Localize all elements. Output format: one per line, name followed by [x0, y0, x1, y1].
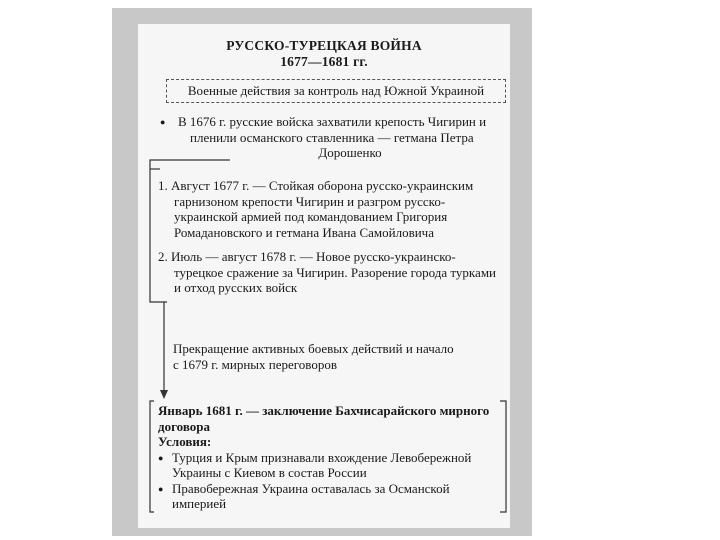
diagram-years: 1677—1681 гг.	[280, 54, 368, 69]
transition-line-2: с 1679 г. мирных переговоров	[173, 356, 337, 372]
intro-line-1: ● В 1676 г. русские войска захватили крепость Чигирин и	[160, 114, 510, 130]
transition-text	[173, 341, 503, 372]
event-1-line-2: гарнизоном крепости Чигирин и разгром русско-	[174, 193, 446, 209]
condition-1-line-1: ● Турция и Крым признавали вхождение Левобережной	[158, 450, 510, 466]
subtitle-box: Военные действия за контроль над Южной Украиной	[166, 79, 506, 103]
event-2-line-3: и отход русских войск	[174, 280, 298, 295]
event-2-line-1: 2. Июль — август 1678 г. — Новое русско-украинско-	[158, 249, 456, 264]
condition-1-line-2: Украины с Киевом в состав России	[172, 465, 367, 480]
condition-2-line-1: ● Правобережная Украина оставалась за Османской	[158, 481, 510, 497]
condition-2-line-2: империей	[172, 496, 227, 511]
event-1-line-3: украинской армией под командованием Григория	[174, 209, 448, 224]
event-1	[158, 178, 510, 240]
event-2-line-2: турецкое сражение за Чигирин. Разорение города турками	[174, 264, 497, 280]
event-2	[158, 249, 510, 296]
treaty-block	[158, 403, 510, 512]
transition-line-1: Прекращение активных боевых действий и начало	[173, 341, 454, 356]
conditions-label: Условия:	[158, 434, 212, 449]
intro-line-2: пленили османского ставленника — гетмана Петра	[190, 129, 474, 145]
event-1-line-4: Ромадановского и гетмана Ивана Самойловича	[174, 224, 434, 240]
intro-line-3: Дорошенко	[318, 145, 382, 160]
diagram-title: РУССКО-ТУРЕЦКАЯ ВОЙНА	[226, 38, 422, 53]
treaty-bracket-left	[150, 401, 154, 512]
treaty-line-1: Январь 1681 г. — заключение Бахчисарайского мирного	[158, 403, 490, 418]
treaty-line-2: договора	[158, 418, 210, 434]
arrow-head	[160, 390, 168, 399]
event-1-line-1: 1. Август 1677 г. — Стойкая оборона русско-украинским	[158, 178, 474, 193]
intro-block	[160, 114, 510, 161]
